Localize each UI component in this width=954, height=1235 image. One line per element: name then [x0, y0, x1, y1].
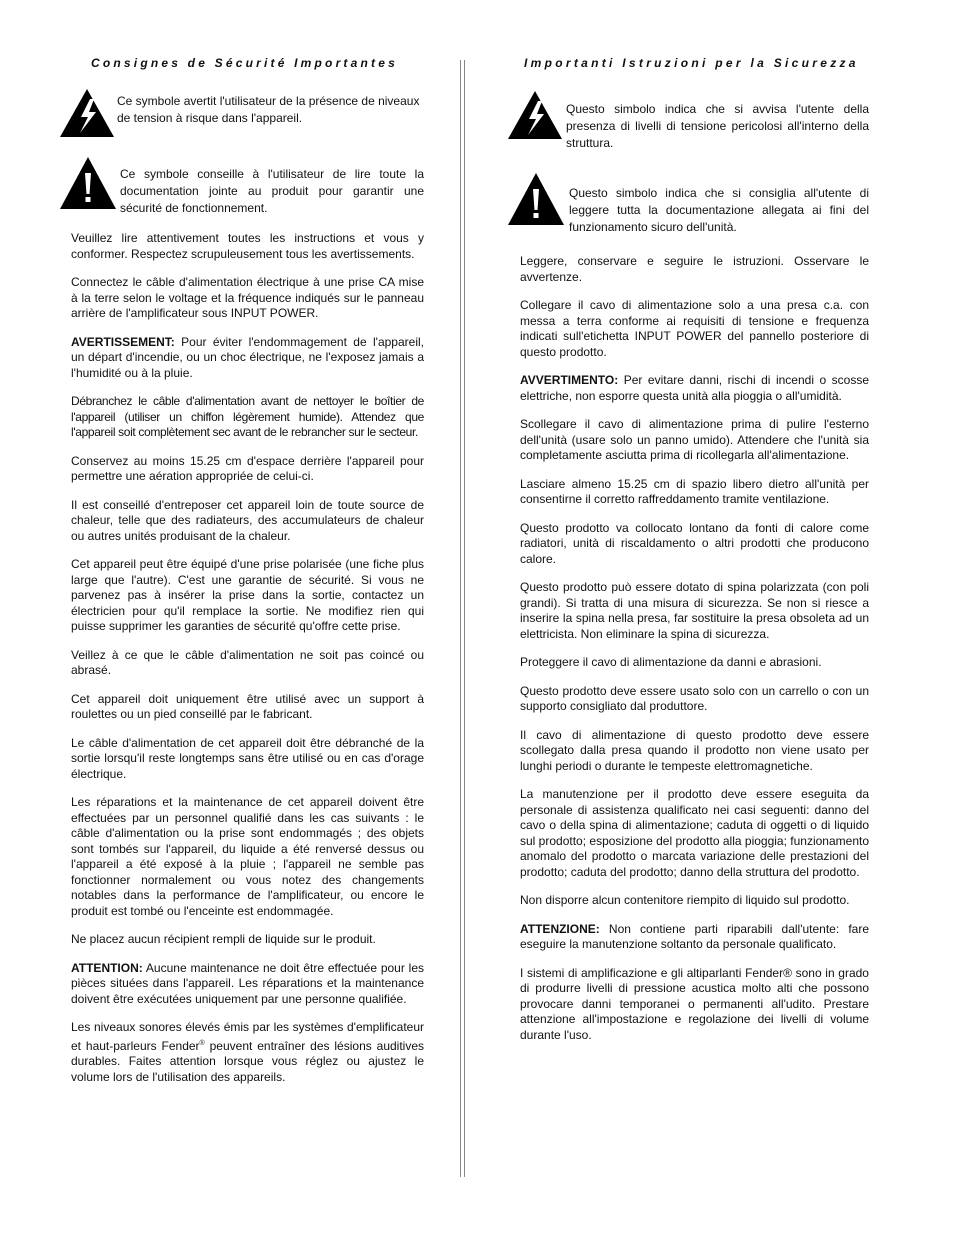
- warning-paragraph-fr: [71, 335, 424, 382]
- italian-body: [520, 254, 869, 1056]
- attention-text-it: Non contiene parti riparabili dall'utente: fare eseguire la manutenzione soltanto da personale qualificato.: [520, 921, 869, 951]
- warning-text-fr: Pour éviter l'endommagement de l'appareil, un départ d'incendie, ou un choc électrique, ne l'exposez jamais a l'humidité ou à la pluie.: [71, 334, 424, 380]
- read-instructions-it: Leggere, conservare e seguire le istruzioni. Osservare le avvertenze.: [520, 254, 869, 284]
- registered-mark-fr: ®: [199, 1039, 205, 1047]
- lightning-triangle-icon: [507, 90, 563, 140]
- french-title: Consignes de Sécurité Importantes: [91, 56, 398, 70]
- italian-title: Importanti Istruzioni per la Sicurezza: [524, 56, 859, 70]
- attention-text-fr: Aucune maintenance ne doit être effectuée pour les pièces situées dans l'appareil. Les réparations et la maintenance doivent être exécutées uniquement par une personne qualifiée.: [71, 960, 424, 1006]
- ventilation-space-fr: Conservez au moins 15.25 cm d'espace derrière l'appareil pour permettre une aération appropriée de celui-ci.: [71, 453, 424, 483]
- no-liquid-it: Non disporre alcun contenitore riempito di liquido sul prodotto.: [520, 893, 850, 907]
- storm-unplug-it: Il cavo di alimentazione di questo prodotto deve essere scollegato dalla presa quando il prodotto non viene usato per lunghi periodi o durante le tempeste elettromagnetiche.: [520, 727, 869, 773]
- exclamation-triangle-icon: [59, 156, 117, 210]
- attention-symbol-text-fr: Ce symbole conseille à l'utilisateur de lire toute la documentation jointe au produit pour garantir une sécurité de fonctionnement.: [120, 167, 424, 215]
- sound-levels-fr: [71, 1020, 424, 1085]
- attention-paragraph-fr: [71, 961, 424, 1008]
- unplug-cleaning-it: Scollegare il cavo di alimentazione prima di pulire l'esterno dell'unità (usare solo un panno umido). Attendere che l'unità sia completamente asciutta prima di ricollegarla all'alimentazione.: [520, 417, 869, 462]
- no-liquid-fr: Ne placez aucun récipient rempli de liquide sur le produit.: [71, 932, 376, 946]
- attention-symbol-text-it: Questo simbolo indica che si consiglia all'utente di leggere tutta la documentazione allegata ai fini del funzionamento sicuro dell'unità.: [569, 186, 869, 234]
- warning-text-it: Per evitare danni, rischi di incendi o scosse elettriche, non esporre questa unità alla pioggia o all'umidità.: [520, 373, 869, 403]
- voltage-symbol-text-it: Questo simbolo indica che si avvisa l'utente della presenza di livelli di tensione pericolosi all'interno della struttura.: [566, 102, 869, 150]
- read-instructions-fr: Veuillez lire attentivement toutes les instructions et vous y conformer. Respectez scrupuleusement tous les avertissements.: [71, 231, 424, 261]
- polarized-plug-it: Questo prodotto può essere dotato di spina polarizzata (con poli grandi). Si tratta di una misura di sicurezza. Se non si riesce a inserire la spina nella presa, far sostituire la presa obsoleta ad un elettricista. Non eliminare la spina di sicurezza.: [520, 580, 869, 641]
- ventilation-space-it: Lasciare almeno 15.25 cm di spazio libero dietro all'unità per consentirne il corretto raffreddamento tramite ventilazione.: [520, 476, 869, 506]
- cable-protection-fr: Veillez à ce que le câble d'alimentation ne soit pas coincé ou abrasé.: [71, 647, 424, 677]
- sound-levels-text-1-fr: Les niveaux sonores élevés émis par les systèmes d'emplificateur et haut-parleurs Fender: [71, 1020, 424, 1053]
- sound-levels-text-2-it: sono in grado di produrre livelli di pressione acustica molto alti che possono provocare danni temporanei o permanenti all'udito. Prestare attenzione all'impostazione e regolazione dei livelli di volume durante l'uso.: [520, 965, 869, 1042]
- voltage-symbol-text-fr: Ce symbole avertit l'utilisateur de la présence de niveaux de tension à risque dans l'appareil.: [117, 94, 420, 125]
- warning-label-it: AVVERTIMENTO:: [520, 373, 619, 387]
- cart-stand-fr: Cet appareil doit uniquement être utilisé avec un support à roulettes ou un pied conseillé par le fabricant.: [71, 691, 424, 721]
- storm-unplug-fr: Le câble d'alimentation de cet appareil doit être débranché de la sortie lorsqu'il reste longtemps sans être utilisé ou en cas d'orage électrique.: [71, 735, 424, 781]
- column-divider: [460, 60, 465, 1177]
- attention-label-it: ATTENZIONE:: [520, 921, 600, 936]
- sound-levels-text-1-it: I sistemi di amplificazione e gli altiparlanti Fender: [520, 965, 784, 980]
- exclamation-triangle-icon: [507, 172, 565, 226]
- sound-levels-it: [520, 966, 869, 1044]
- warning-label-fr: AVERTISSEMENT:: [71, 334, 175, 349]
- attention-label-fr: ATTENTION:: [71, 960, 143, 975]
- attention-paragraph-it: [520, 922, 869, 953]
- lightning-triangle-icon: [59, 88, 115, 138]
- registered-mark-it: ®: [783, 965, 792, 980]
- polarized-plug-fr: Cet appareil peut être équipé d'une prise polarisée (une fiche plus large que l'autre). C'est une garantie de sécurité. Si vous ne parvenez pas à insérer la prise dans la sortie, contactez un électricien pour qu'il remplace la sortie. Ne modifiez rien qui puisse supprimer les garanties de sécurité qu'offre cette prise.: [71, 557, 424, 633]
- warning-paragraph-it: [520, 373, 869, 404]
- sound-levels-text-2-fr: peuvent entraîner des lésions auditives durables. Faites attention lorsque vous réglez ou ajustez le volume lors de l'utilisation des appareils.: [71, 1038, 425, 1084]
- unplug-cleaning-fr: Débranchez le câble d'alimentation avant de nettoyer le boîtier de l'appareil (utiliser un chiffon légèrement humide). Attendez que l'appareil soit complètement sec avant de le rebrancher sur le secteur.: [71, 394, 424, 439]
- cable-protection-it: Proteggere il cavo di alimentazione da danni e abrasioni.: [520, 655, 822, 669]
- heat-sources-it: Questo prodotto va collocato lontano da fonti di calore come radiatori, unità di riscaldamento o altri prodotti che producono calore.: [520, 520, 869, 566]
- qualified-service-it: La manutenzione per il prodotto deve essere eseguita da personale di assistenza qualificato nei casi seguenti: danno del cavo o della spina di alimentazione; caduta di oggetti o di liquido sul prodotto; esposizione del prodotto alla pioggia; funzionamento anomalo del prodotto o marcata variazione delle prestazioni del prodotto; caduta del prodotto; danno della struttura del prodotto.: [520, 787, 869, 879]
- connect-power-it: Collegare il cavo di alimentazione solo a una presa c.a. con messa a terra conforme ai requisiti di tensione e frequenza indicati sull'etichetta INPUT POWER del pannello posteriore di questo prodotto.: [520, 298, 869, 359]
- qualified-service-fr: Les réparations et la maintenance de cet appareil doivent être effectuées par un personnel qualifié dans les cas suivants : le câble d'alimentation ou la prise sont endommagés ; des objets sont tombés sur l'appareil, du liquide a été renversé dessus ou l'appareil a été exposé à la pluie ; l'appareil ne semble pas fonctionner normalement ou vous notez des changements notables dans la performance de l'amplificateur, ou encore le produit est tombé ou l'enceinte est endommagée.: [71, 795, 424, 918]
- french-body: [71, 231, 424, 1098]
- cart-stand-it: Questo prodotto deve essere usato solo con un carrello o con un supporto consigliato dal produttore.: [520, 683, 869, 713]
- connect-power-fr: Connectez le câble d'alimentation électrique à une prise CA mise à la terre selon le voltage et la fréquence indiqués sur le panneau arrière de l'amplificateur sous INPUT POWER.: [71, 275, 424, 320]
- heat-sources-fr: Il est conseillé d'entreposer cet appareil loin de toute source de chaleur, telle que des radiateurs, des accumulateurs de chaleur ou autres unités produisant de la chaleur.: [71, 497, 424, 543]
